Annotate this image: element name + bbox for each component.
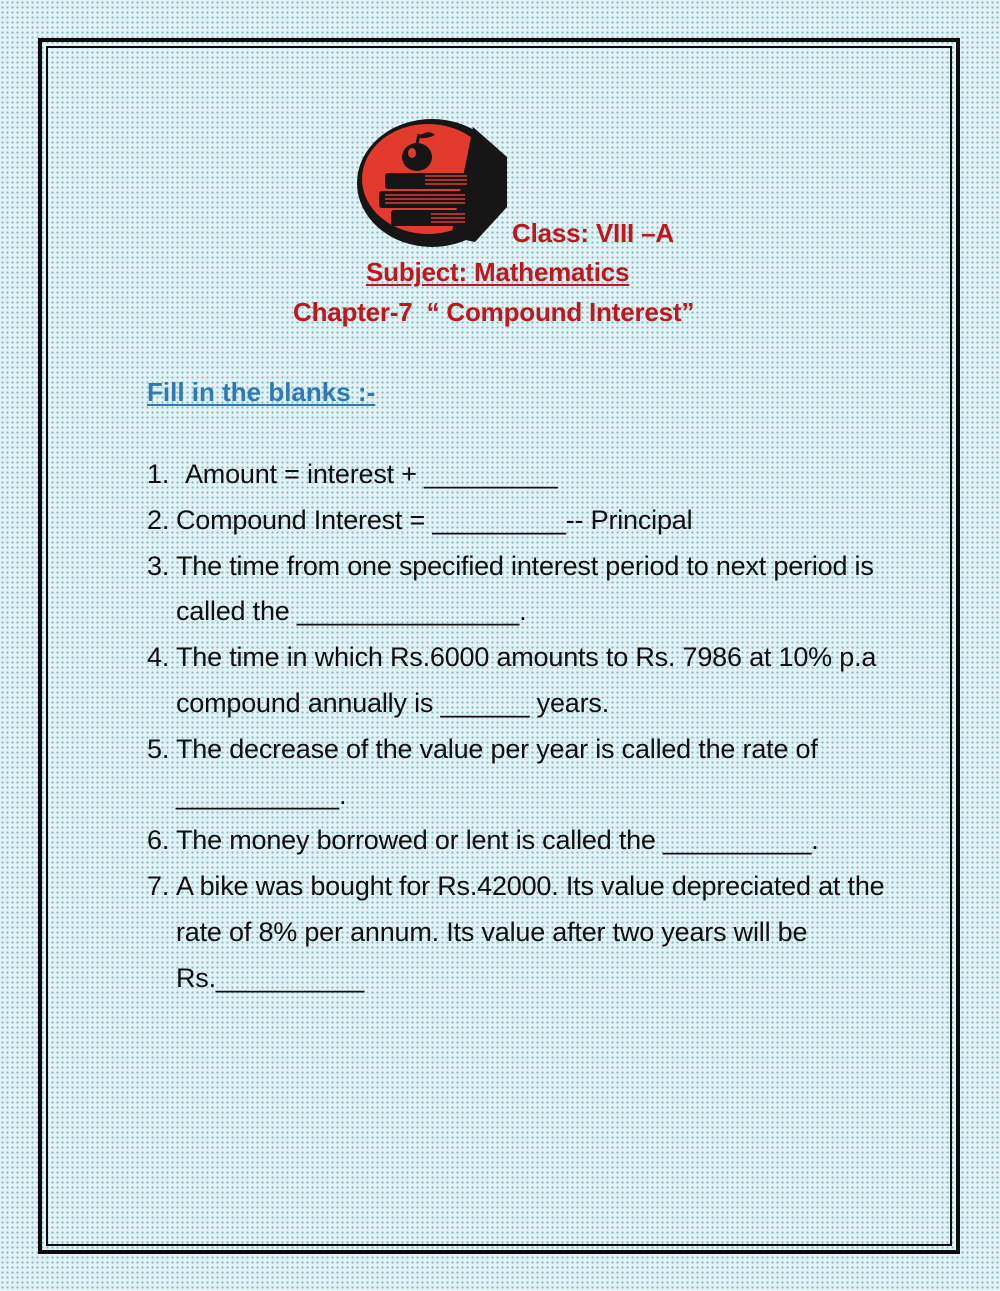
question-text: A bike was bought for Rs.42000. Its value depreciated at the rate of 8% per annum. Its value after two years will be Rs.__________ [176, 871, 885, 993]
question-number: 6. [147, 825, 170, 856]
question-item [147, 727, 887, 819]
subject-heading: Subject: Mathematics [366, 257, 630, 287]
question-text: Amount = interest + _________ [185, 459, 558, 489]
chapter-heading: Chapter-7 “ Compound Interest” [293, 297, 695, 327]
question-number: 2. [147, 504, 170, 535]
question-number: 5. [147, 733, 170, 764]
question-item [147, 818, 887, 864]
section-title: Fill in the blanks :- [147, 377, 376, 407]
question-number: 7. [147, 871, 170, 902]
question-text: Compound Interest = _________-- Principal [176, 504, 693, 535]
question-number: 4. [147, 642, 170, 673]
question-item [147, 452, 887, 498]
question-item [147, 544, 887, 636]
question-item [147, 864, 887, 1001]
question-item [147, 635, 887, 727]
question-item [147, 498, 887, 544]
class-heading: Class: VIII –A [512, 218, 674, 248]
question-number: 3. [147, 550, 170, 581]
question-text: The time in which Rs.6000 amounts to Rs. 7986 at 10% p.a compound annually is ______ years. [176, 642, 877, 718]
books-and-apple-icon [355, 117, 511, 249]
question-number: 1. [147, 459, 170, 489]
question-text: The time from one specified interest period to next period is called the _______________. [176, 550, 874, 627]
question-list [147, 452, 887, 1002]
question-text: The money borrowed or lent is called the __________. [176, 825, 819, 856]
question-text: The decrease of the value per year is called the rate of ___________. [176, 733, 818, 810]
